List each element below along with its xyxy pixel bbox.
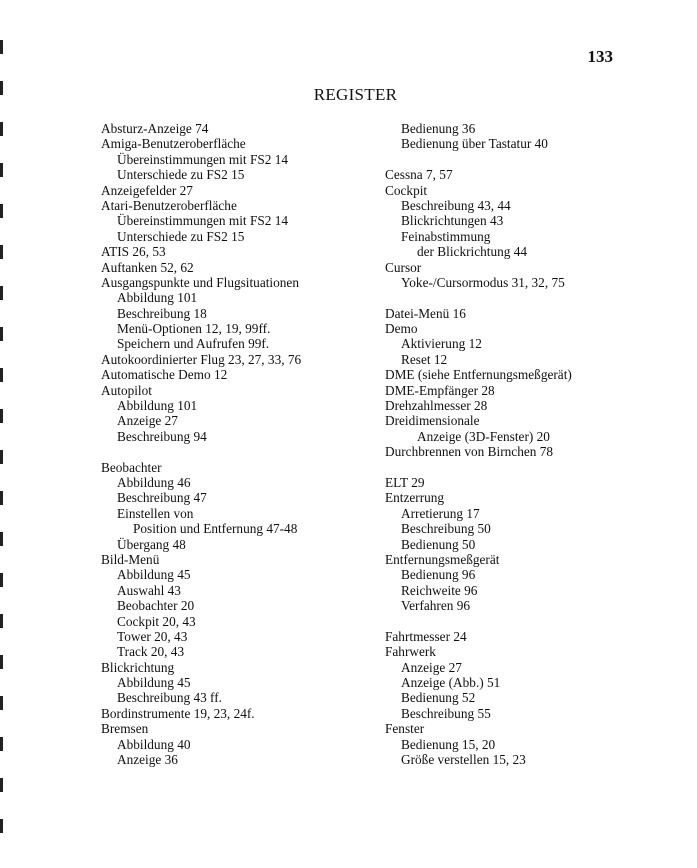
index-subentry: Bedienung 96	[401, 567, 476, 583]
index-entry: Auftanken 52, 62	[101, 259, 194, 275]
index-subentry: Beschreibung 47	[117, 490, 207, 506]
index-subentry: Abbildung 101	[117, 290, 198, 306]
binding-mark	[0, 655, 3, 669]
index-subentry: Abbildung 45	[117, 567, 191, 583]
index-subentry: Übereinstimmungen mit FS2 14	[117, 213, 289, 229]
page-number: 133	[587, 47, 613, 66]
binding-mark	[0, 819, 3, 833]
binding-mark	[0, 122, 3, 136]
binding-mark	[0, 409, 3, 423]
index-subentry: der Blickrichtung 44	[417, 244, 528, 260]
binding-mark	[0, 286, 3, 300]
binding-edge-marks	[0, 0, 4, 868]
entry-group-gap	[101, 444, 371, 459]
index-subentry: Abbildung 101	[117, 398, 198, 414]
binding-mark	[0, 450, 3, 464]
index-entry: Ausgangspunkte und Flugsituationen	[101, 274, 299, 290]
binding-mark	[0, 696, 3, 710]
index-subentry: Aktivierung 12	[401, 336, 482, 352]
index-subentry: Beschreibung 94	[117, 428, 207, 444]
index-subentry: Beobachter 20	[117, 598, 195, 614]
index-subentry: Bedienung über Tastatur 40	[401, 136, 548, 152]
binding-mark	[0, 40, 3, 54]
index-entry: Atari-Benutzeroberfläche	[101, 197, 237, 213]
binding-mark	[0, 491, 3, 505]
entry-group-gap	[385, 614, 685, 629]
index-entry: Entzerrung	[385, 490, 445, 506]
index-subentry: Bedienung 36	[401, 121, 476, 136]
index-subentry: Cockpit 20, 43	[117, 613, 196, 629]
index-subentry: Position und Entfernung 47-48	[133, 521, 298, 537]
index-subentry: Abbildung 45	[117, 675, 191, 691]
entry-group-gap	[385, 152, 685, 167]
index-subentry: Reichweite 96	[401, 582, 478, 598]
binding-mark	[0, 245, 3, 259]
index-subentry: Beschreibung 55	[401, 705, 491, 721]
index-subentry: Abbildung 46	[117, 474, 191, 490]
index-entry: ATIS 26, 53	[101, 244, 166, 260]
index-subentry: Tower 20, 43	[117, 628, 188, 644]
index-entry: Cursor	[385, 259, 422, 275]
entry-group-gap	[385, 460, 685, 475]
index-entry: Beobachter	[101, 459, 162, 475]
index-subentry: Anzeige (Abb.) 51	[401, 675, 501, 691]
index-entry: Dreidimensionale	[385, 413, 480, 429]
index-entry: Bremsen	[101, 721, 149, 737]
index-subentry: Reset 12	[401, 351, 448, 367]
binding-mark	[0, 327, 3, 341]
index-entry: Autopilot	[101, 382, 152, 398]
binding-mark	[0, 163, 3, 177]
index-subentry: Bedienung 52	[401, 690, 476, 706]
index-subentry: Abbildung 40	[117, 736, 191, 752]
binding-mark	[0, 573, 3, 587]
index-subentry: Einstellen von	[117, 505, 194, 521]
index-subentry: Track 20, 43	[117, 644, 185, 660]
binding-mark	[0, 737, 3, 751]
index-subentry: Größe verstellen 15, 23	[401, 752, 526, 768]
index-subentry: Übergang 48	[117, 536, 186, 552]
index-subentry: Auswahl 43	[117, 582, 181, 598]
index-subentry: Anzeige 27	[117, 413, 178, 429]
index-subentry: Verfahren 96	[401, 598, 471, 614]
index-entry: Cockpit	[385, 182, 428, 198]
index-entry: ELT 29	[385, 474, 425, 490]
binding-mark	[0, 778, 3, 792]
index-entry: Autokoordinierter Flug 23, 27, 33, 76	[101, 351, 302, 367]
index-subentry: Beschreibung 43, 44	[401, 197, 511, 213]
index-entry: DME-Empfänger 28	[385, 382, 495, 398]
index-subentry: Übereinstimmungen mit FS2 14	[117, 151, 289, 167]
index-subentry: Unterschiede zu FS2 15	[117, 228, 245, 244]
index-entry: Bordinstrumente 19, 23, 24f.	[101, 705, 255, 721]
index-subentry: Bedienung 15, 20	[401, 736, 496, 752]
index-entry: Drehzahlmesser 28	[385, 398, 488, 414]
index-subentry: Arretierung 17	[401, 505, 480, 521]
index-subentry: Blickrichtungen 43	[401, 213, 504, 229]
index-entry: Demo	[385, 321, 418, 337]
index-entry: Durchbrennen von Birnchen 78	[385, 444, 554, 460]
index-subentry: Menü-Optionen 12, 19, 99ff.	[117, 321, 271, 337]
index-entry: Blickrichtung	[101, 659, 175, 675]
index-subentry: Yoke-/Cursormodus 31, 32, 75	[401, 274, 565, 290]
index-entry: Bild-Menü	[101, 551, 160, 567]
index-subentry: Anzeige 36	[117, 752, 178, 768]
index-entry: Cessna 7, 57	[385, 167, 453, 183]
index-subentry: Speichern und Aufrufen 99f.	[117, 336, 270, 352]
index-subentry: Anzeige (3D-Fenster) 20	[417, 428, 550, 444]
index-entry: Datei-Menü 16	[385, 305, 466, 321]
index-entry: Fahrwerk	[385, 644, 436, 660]
index-column-left	[101, 121, 371, 767]
index-subentry: Unterschiede zu FS2 15	[117, 167, 245, 183]
index-entry: Amiga-Benutzeroberfläche	[101, 136, 246, 152]
index-subentry: Bedienung 50	[401, 536, 476, 552]
index-entry: Anzeigefelder 27	[101, 182, 193, 198]
index-entry: Entfernungsmeßgerät	[385, 551, 500, 567]
binding-mark	[0, 532, 3, 546]
index-entry: Fenster	[385, 721, 425, 737]
binding-mark	[0, 368, 3, 382]
index-subentry: Anzeige 27	[401, 659, 462, 675]
entry-group-gap	[385, 290, 685, 305]
index-subentry: Feinabstimmung	[401, 228, 491, 244]
page-title: REGISTER	[313, 85, 398, 104]
binding-mark	[0, 204, 3, 218]
index-subentry: Beschreibung 43 ff.	[117, 690, 222, 706]
index-subentry: Beschreibung 18	[117, 305, 207, 321]
index-subentry: Beschreibung 50	[401, 521, 491, 537]
index-column-right	[385, 121, 685, 767]
index-entry: Absturz-Anzeige 74	[101, 121, 209, 136]
index-entry: Fahrtmesser 24	[385, 628, 467, 644]
index-entry: Automatische Demo 12	[101, 367, 228, 383]
index-entry: DME (siehe Entfernungsmeßgerät)	[385, 367, 572, 383]
binding-mark	[0, 614, 3, 628]
